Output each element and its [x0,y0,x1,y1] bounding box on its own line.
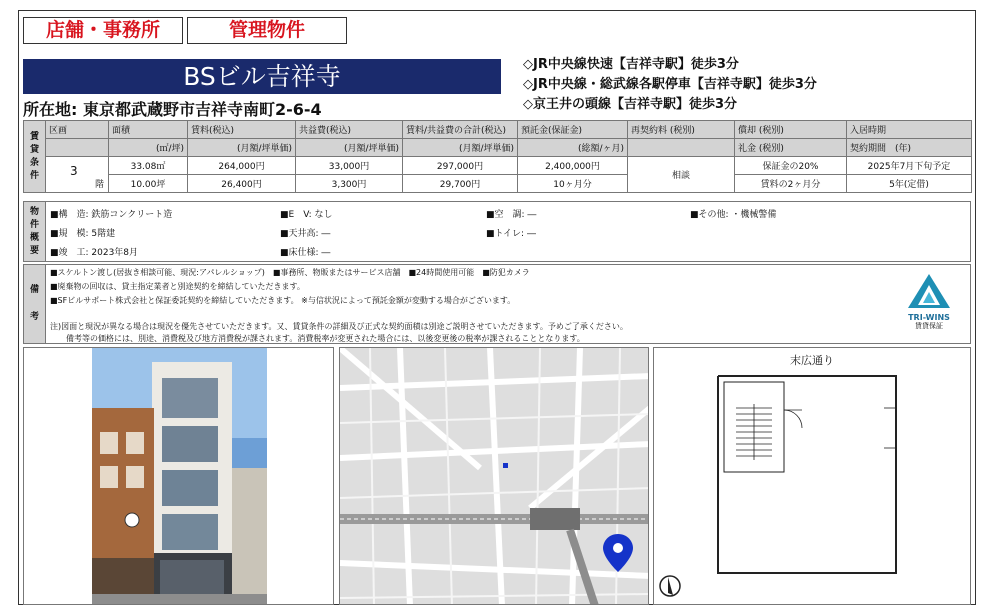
renewal-fee: 相談 [628,157,735,193]
north-arrow-icon [660,576,680,596]
remarks-line-2: ■廃棄物の回収は、貸主指定業者と別途契約を締結していただきます。 [50,282,305,291]
building-photo [23,347,334,605]
rent-monthly: 264,000円 [188,157,296,175]
logo-sub: 賃貸保証 [915,322,943,330]
total-per-tsubo: 29,700円 [403,175,518,193]
overview-items [50,202,970,261]
deposit-months: 10ヶ月分 [518,175,628,193]
overview-completed: ■竣 工: 2023年8月 [50,248,139,258]
building-photo-illustration [24,348,334,605]
area-sqm: 33.08㎡ [109,157,188,175]
lease-terms-table [23,120,972,193]
overview-structure: ■構 造: 鉄筋コンクリート造 [50,210,173,220]
subheader-contract-period: 契約期間 (年) [847,139,972,157]
move-in-value: 2025年7月下旬予定 [847,157,972,175]
section-cell [46,157,109,193]
address-value: 東京都武蔵野市吉祥寺南町2-6-4 [82,100,322,119]
remarks [23,264,971,344]
building-name-banner: BSビル吉祥寺 [23,59,501,94]
floor-plan [653,347,971,605]
lease-terms-side-label: 賃 貸 条 件 [24,121,46,193]
remarks-line-4: 注)図面と現況が異なる場合は現況を優先させていただきます。又、賃貸条件の詳細及び正式な契約面積は別途ご説明させていただきます。予めご了承ください。 [50,322,628,331]
area-tsubo: 10.00坪 [109,175,188,193]
overview-floor-load: ■床仕様: ― [280,248,331,258]
subheader-rent-unit: (月額/坪単価) [188,139,296,157]
tri-wins-logo [902,273,956,330]
subheader-key-money: 礼金 (税別) [735,139,847,157]
remarks-line-5: 備考等の価格には、別途、消費税及び地方消費税が課されます。消費税率が変更された場合には、以後変更後の税率が課されることとなります。 [66,334,585,343]
overview-other: ■その他: ・機械警備 [690,210,777,220]
key-money-value: 賃料の2ヶ月分 [735,175,847,193]
property-overview [23,201,971,262]
floor-plan-drawing [654,348,971,605]
total-monthly: 297,000円 [403,157,518,175]
remarks-side-label: 備 考 [24,265,46,343]
station-access [523,55,817,115]
common-per-tsubo: 3,300円 [296,175,403,193]
station-line-1: ◇JR中央線快速【吉祥寺駅】徒歩3分 [523,57,739,72]
remarks-line-1: ■スケルトン渡し(居抜き相談可能、現況:アパレルショップ) ■事務所、物販またはサービス店舗 ■24時間使用可能 ■防犯カメラ [50,268,530,277]
header-depreciation: 償却 (税別) [735,121,847,139]
tri-wins-logo-icon [907,273,951,309]
overview-toilet: ■トイレ: ― [486,229,536,239]
section-value: 3 [70,164,78,178]
location-map [339,347,649,605]
header-section: 区画 [46,121,109,139]
remarks-line-3: ■SFビルサポート株式会社と保証委託契約を締結していただきます。 ※与信状況によって預託金額が変動する場合がございます。 [50,296,516,305]
subheader-total-unit: (月額/坪単価) [403,139,518,157]
deposit-total: 2,400,000円 [518,157,628,175]
floor-suffix: 階 [94,180,104,190]
overview-ev: ■E V: なし [280,210,333,220]
subheader-area-unit: (㎡/坪) [109,139,188,157]
address-label: 所在地: [23,100,78,119]
property-sheet [18,10,976,605]
header-renewal: 再契約料 (税別) [628,121,735,139]
subheader-common-unit: (月額/坪単価) [296,139,403,157]
station-line-3: ◇京王井の頭線【吉祥寺駅】徒歩3分 [523,97,738,112]
header-common: 共益費(税込) [296,121,403,139]
overview-ceiling: ■天井高: ― [280,229,331,239]
overview-side-label: 物 件 概 要 [24,202,46,261]
overview-ac: ■空 調: ― [486,210,537,220]
overview-scale: ■規 模: 5階建 [50,229,116,239]
common-monthly: 33,000円 [296,157,403,175]
street-label: 末広通り [790,354,834,367]
address [23,97,322,120]
category-tag: 店舗・事務所 [23,17,183,44]
station-line-2: ◇JR中央線・総武線各駅停車【吉祥寺駅】徒歩3分 [523,77,817,92]
rent-per-tsubo: 26,400円 [188,175,296,193]
remarks-text [50,265,970,343]
header-move-in: 入居時期 [847,121,972,139]
header-total: 賃料/共益費の合計(税込) [403,121,518,139]
managed-tag: 管理物件 [187,17,347,44]
depreciation-value: 保証金の20% [735,157,847,175]
header-deposit: 預託金(保証金) [518,121,628,139]
map-illustration [340,348,649,605]
logo-name: TRI-WINS [908,313,950,322]
subheader-deposit-unit: (総額/ヶ月) [518,139,628,157]
header-area: 面積 [109,121,188,139]
contract-period-value: 5年(定借) [847,175,972,193]
header-rent: 賃料(税込) [188,121,296,139]
